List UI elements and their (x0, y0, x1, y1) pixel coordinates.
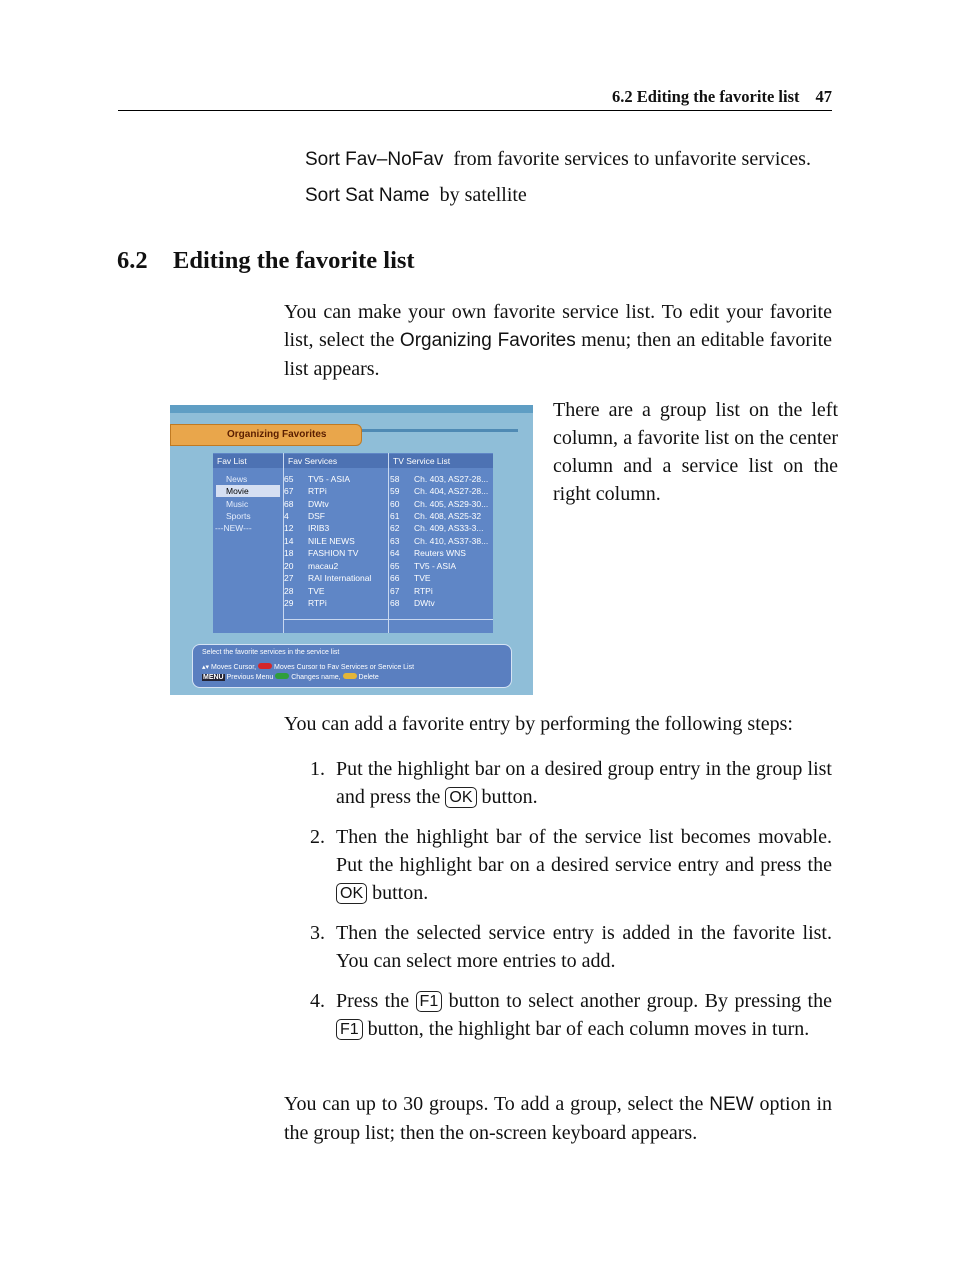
step-number: 3. (310, 922, 325, 944)
step-item: 4. Press the F1 button to select another group. By pressing the F1 button, the highlight bar of each column moves in turn. (284, 987, 832, 1043)
tv-service-row: 64 Reuters WNS (390, 548, 466, 558)
fav-service-row: 27 RAI International (284, 573, 372, 583)
sort-option-sat-name (305, 181, 527, 210)
step-item: 1. Put the highlight bar on a desired group entry in the group list and press the OK button. (284, 755, 832, 811)
column-header-tv-service-list: TV Service List (389, 454, 493, 468)
section-number: 6.2 (117, 247, 148, 274)
sort-option-name: Sort Fav–NoFav (305, 149, 444, 170)
fav-service-row: 18 FASHION TV (284, 548, 359, 558)
sort-option-fav-nofav (305, 145, 811, 174)
group-item: News (226, 474, 248, 484)
fav-service-row: 68 DWtv (284, 499, 329, 509)
group-item-selected: Movie (216, 485, 280, 497)
tv-service-row: 58 Ch. 403, AS27-28... (390, 474, 489, 484)
sort-option-name: Sort Sat Name (305, 185, 430, 206)
fav-service-row: 14 NILE NEWS (284, 536, 355, 546)
running-header (118, 86, 832, 111)
screen-frame-rail (360, 429, 518, 442)
section-title: Editing the favorite list (173, 247, 415, 274)
tv-service-row: 65 TV5 - ASIA (390, 561, 457, 571)
closing-paragraph: You can up to 30 groups. To add a group, select the NEW option in the group list; then the on-screen keyboard appears. (284, 1093, 833, 1144)
green-button-icon (275, 673, 289, 679)
tv-service-row: 68 DWtv (390, 598, 435, 608)
running-header-text (612, 87, 832, 107)
tv-service-row: 66 TVE (390, 573, 431, 583)
tv-service-row: 67 RTPi (390, 586, 433, 596)
screen-help-box (192, 644, 512, 688)
intro-paragraph (284, 298, 832, 383)
fav-service-row: 4 DSF (284, 511, 325, 521)
fav-service-row: 67 RTPi (284, 486, 327, 496)
f1-key: F1 (336, 1019, 363, 1040)
running-header-section: 6.2 Editing the favorite list (612, 87, 800, 106)
section-heading (117, 247, 415, 275)
step-item: 3. Then the selected service entry is added in the favorite list. You can select more entries to add. (284, 919, 832, 975)
tv-service-row: 61 Ch. 408, AS25-32 (390, 511, 482, 521)
menu-key-icon: MENU (203, 674, 224, 681)
intro-text-2: menu; then an editable favorite list appears. (284, 329, 832, 380)
screen-frame-top (170, 405, 533, 413)
fav-service-row: 20 macau2 (284, 561, 339, 571)
fav-service-row: 65 TV5 - ASIA (284, 474, 351, 484)
column-divider (388, 453, 389, 633)
sort-option-desc: from favorite services to unfavorite services. (453, 148, 811, 170)
new-option-name: NEW (709, 1094, 754, 1115)
steps-intro: You can add a favorite entry by performing the following steps: (284, 713, 793, 735)
step-number: 2. (310, 826, 325, 848)
step-item: 2. Then the highlight bar of the service list becomes movable. Put the highlight bar on a desired service entry and press the OK button. (284, 823, 832, 907)
tv-service-row: 63 Ch. 410, AS37-38... (390, 536, 489, 546)
help-line-3: MENU Previous Menu Changes name, Delete (203, 674, 379, 681)
fav-service-row: 12 IRIB3 (284, 523, 330, 533)
steps-list (284, 755, 832, 1055)
f1-key: F1 (416, 991, 443, 1012)
column-header-fav-services: Fav Services (284, 454, 389, 468)
tv-service-row: 60 Ch. 405, AS29-30... (390, 499, 489, 509)
intro-text-1: You can make your own favorite service list. To edit your favorite list, select the (284, 301, 832, 351)
red-button-icon (258, 663, 272, 669)
ok-key: OK (445, 787, 476, 808)
screen-title-tab (170, 424, 362, 446)
page-number: 47 (815, 87, 832, 106)
tv-service-row: 59 Ch. 404, AS27-28... (390, 486, 489, 496)
group-item-new: ---NEW--- (215, 523, 252, 533)
organizing-favorites-screenshot (170, 405, 533, 695)
step-number: 4. (310, 990, 325, 1012)
panel-bottom-line (283, 619, 493, 620)
updown-arrow-icon: ▴▾ (202, 664, 210, 671)
screen-title: Organizing Favorites (227, 429, 327, 440)
tv-service-row: 62 Ch. 409, AS33-3... (390, 523, 484, 533)
intro-menu-name: Organizing Favorites (399, 330, 576, 351)
yellow-button-icon (343, 673, 357, 679)
fav-service-row: 28 TVE (284, 586, 325, 596)
group-item: Music (226, 499, 249, 509)
help-line-2: ▴▾ Moves Cursor, Moves Cursor to Fav Services or Service List (202, 664, 415, 671)
sort-option-desc: by satellite (439, 184, 527, 206)
help-line-1: Select the favorite services in the service list (202, 649, 340, 656)
fav-service-row: 29 RTPi (284, 598, 327, 608)
step-number: 1. (310, 758, 325, 780)
ok-key: OK (336, 883, 367, 904)
group-item: Sports (226, 511, 251, 521)
side-paragraph: There are a group list on the left column, a favorite list on the center column and a service list on the right column. (553, 399, 838, 505)
column-header-fav-list: Fav List (213, 454, 284, 468)
